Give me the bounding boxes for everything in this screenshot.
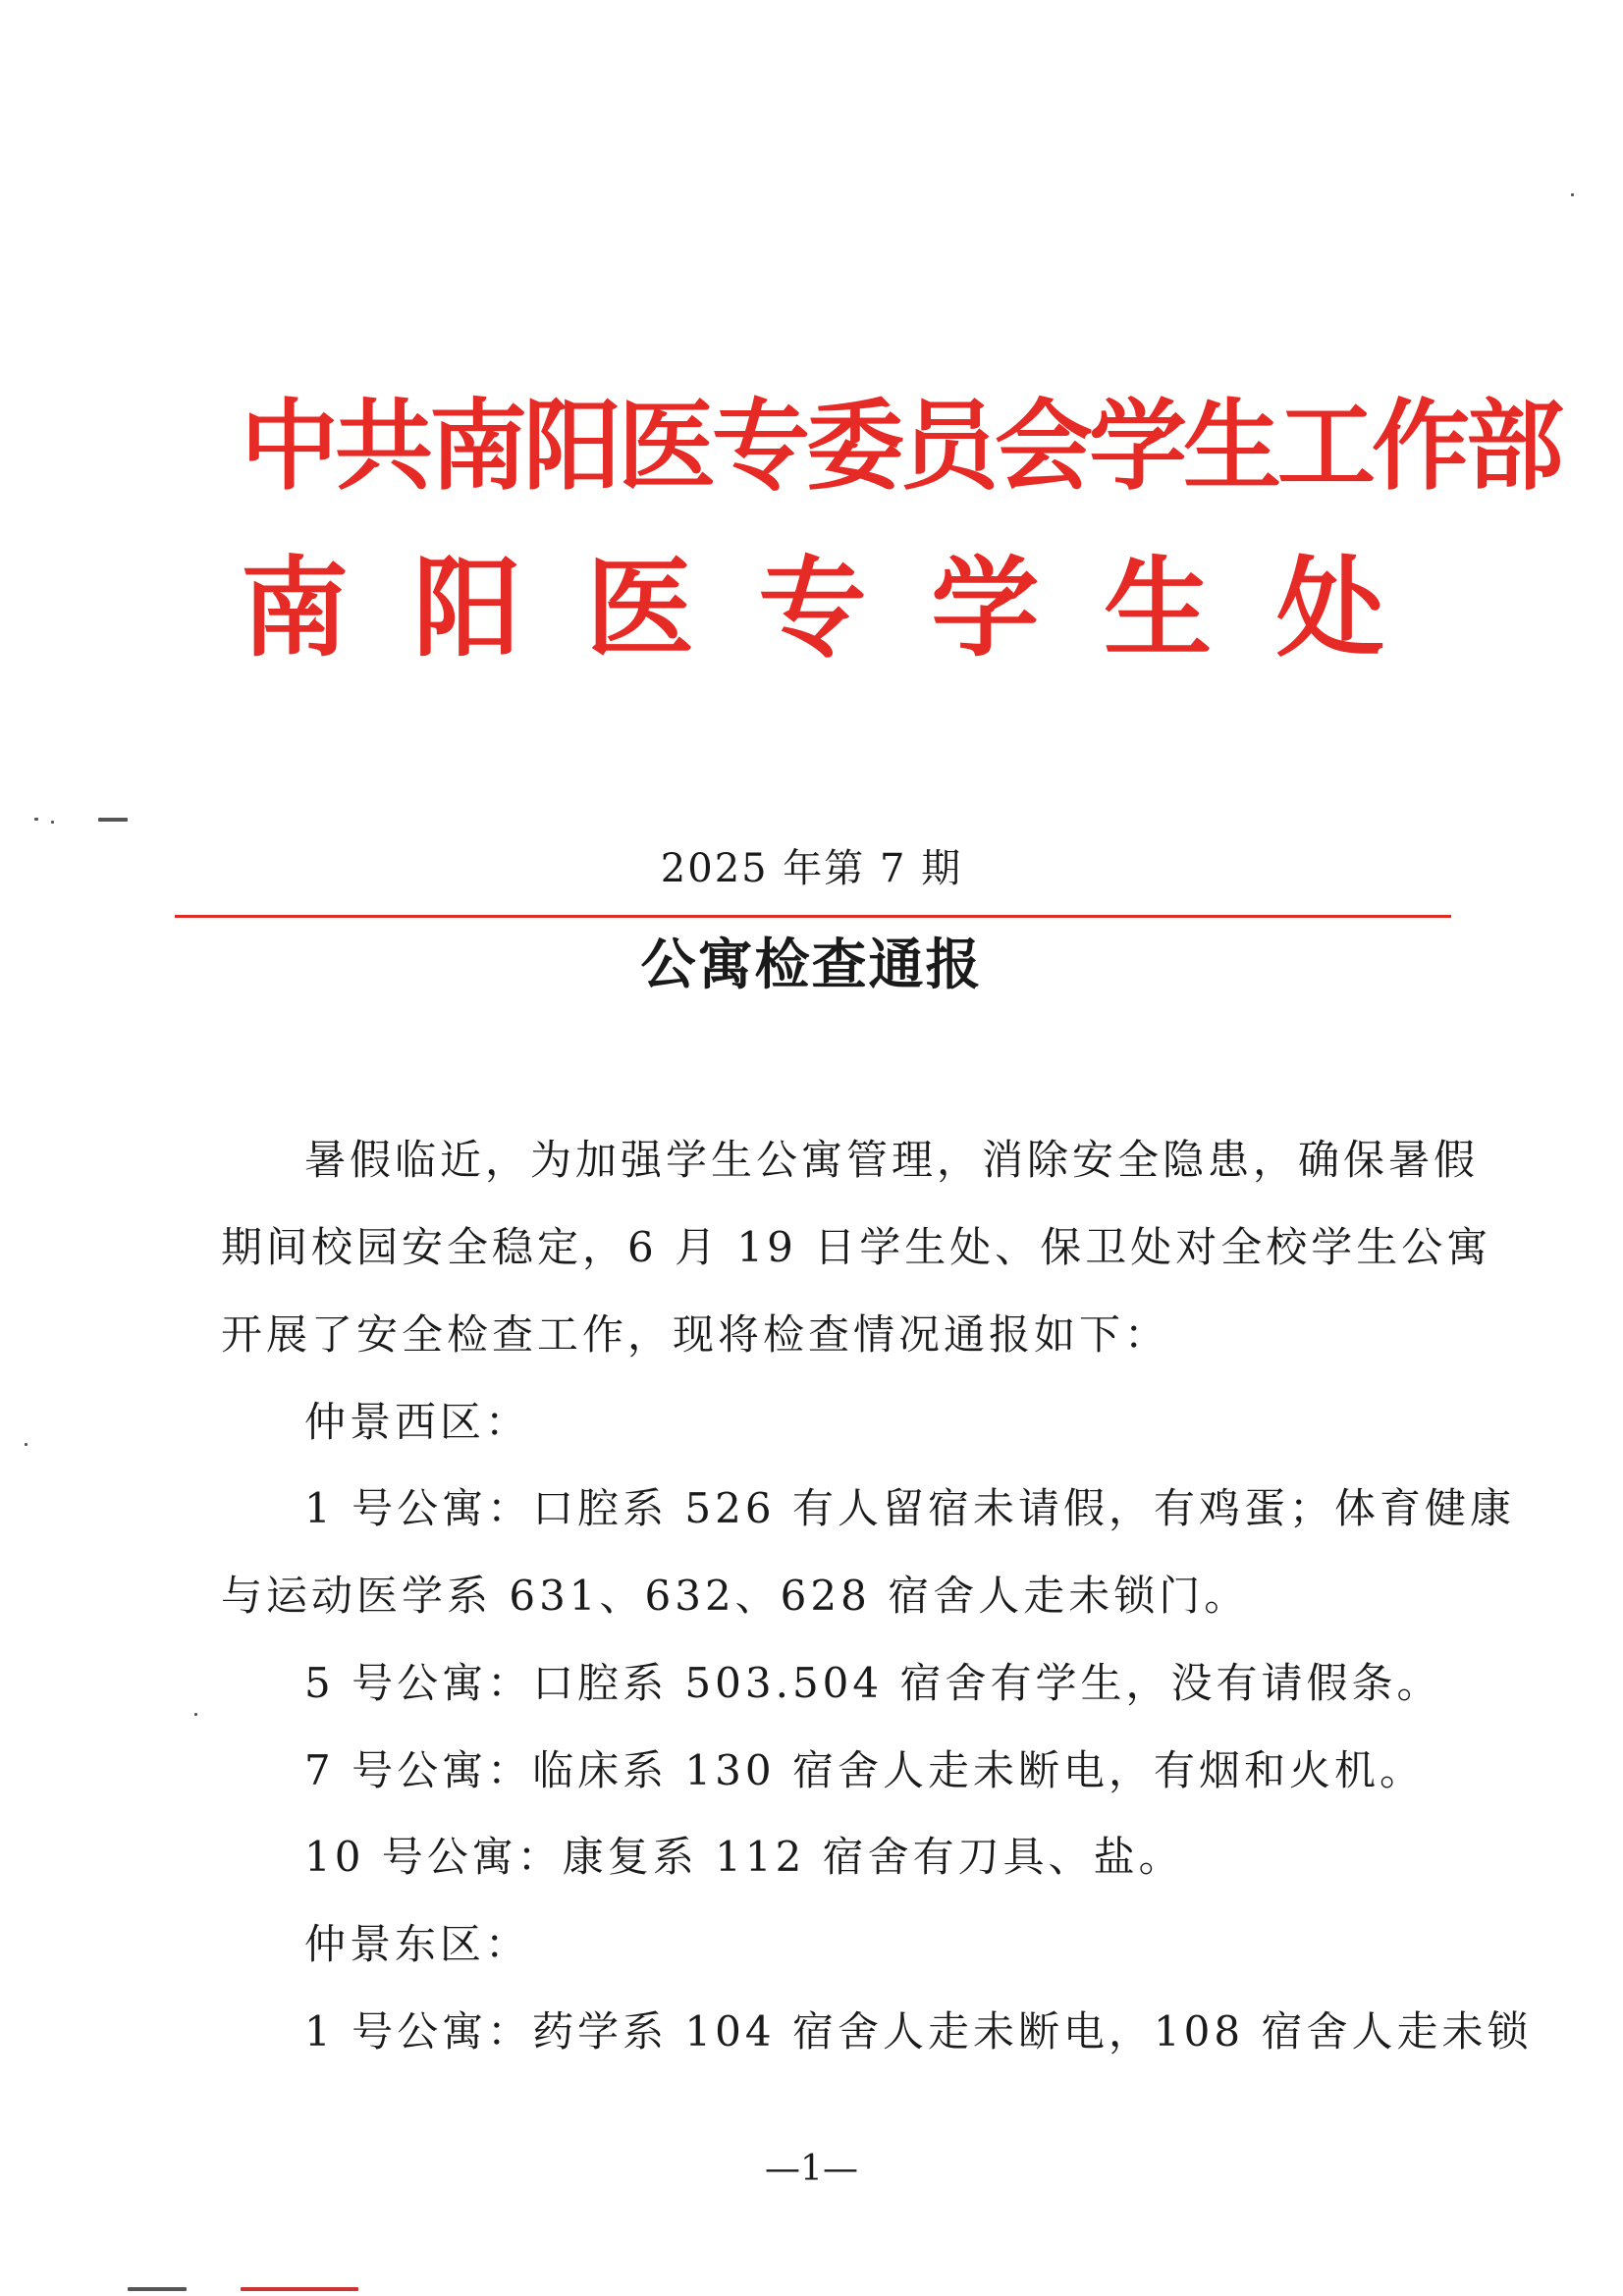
document-title: 公寓检查通报 xyxy=(640,933,983,997)
issue-number: 2025 年第 7 期 xyxy=(660,846,963,891)
scan-speck xyxy=(98,818,128,822)
intro-line-2: 期间校园安全稳定，6 月 19 日学生处、保卫处对全校学生公寓 xyxy=(221,1223,1492,1271)
west-item-1: 1 号公寓：口腔系 526 有人留宿未请假，有鸡蛋；体育健康 xyxy=(304,1484,1515,1532)
west-item-10: 10 号公寓：康复系 112 宿舍有刀具、盐。 xyxy=(304,1833,1184,1881)
scan-speck xyxy=(128,2287,187,2291)
page-number: —1— xyxy=(765,2149,858,2189)
east-item-1: 1 号公寓：药学系 104 宿舍人走未断电，108 宿舍人走未锁 xyxy=(304,2007,1533,2056)
scan-speck xyxy=(51,821,54,824)
scan-speck xyxy=(1571,193,1574,196)
red-divider xyxy=(175,915,1451,918)
letterhead-line-2: 南阳医专学生处 xyxy=(241,546,1384,671)
intro-line-1: 暑假临近，为加强学生公寓管理，消除安全隐患，确保暑假 xyxy=(304,1136,1480,1184)
scan-speck xyxy=(194,1713,197,1716)
intro-line-3: 开展了安全检查工作，现将检查情况通报如下： xyxy=(221,1310,1170,1359)
section-heading-west: 仲景西区： xyxy=(304,1398,531,1446)
scan-speck xyxy=(241,2287,358,2291)
scan-speck xyxy=(34,818,38,821)
letterhead-line-1: 中共南阳医专委员会学生工作部 xyxy=(241,389,1560,504)
section-heading-east: 仲景东区： xyxy=(304,1920,531,1968)
west-item-7: 7 号公寓：临床系 130 宿舍人走未断电，有烟和火机。 xyxy=(304,1746,1425,1794)
scan-speck xyxy=(25,1443,27,1446)
west-item-1-cont: 与运动医学系 631、632、628 宿舍人走未锁门。 xyxy=(221,1572,1250,1620)
west-item-5: 5 号公寓：口腔系 503.504 宿舍有学生，没有请假条。 xyxy=(304,1659,1442,1707)
